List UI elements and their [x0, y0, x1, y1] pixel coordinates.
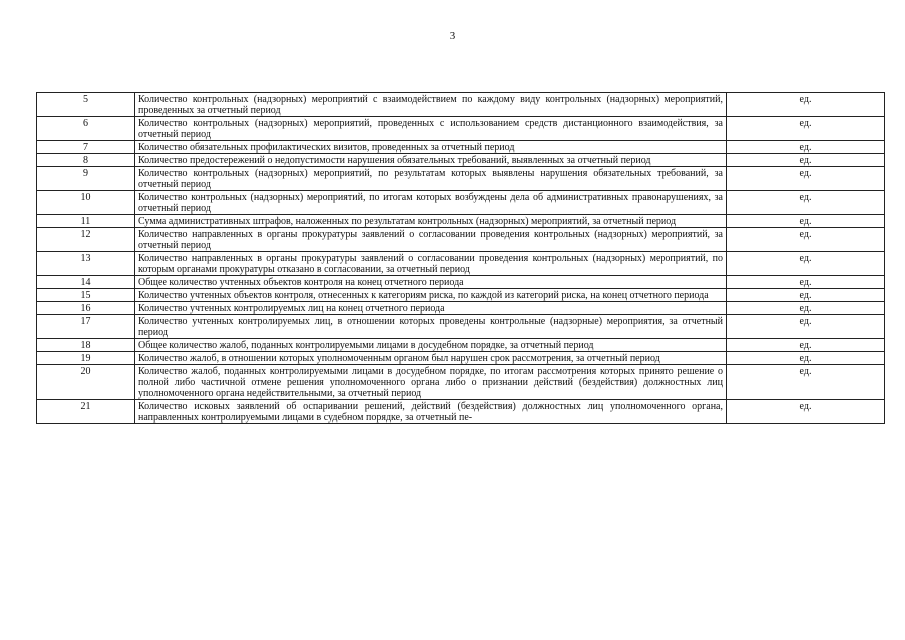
unit-cell: ед.	[727, 154, 885, 167]
table-row	[37, 339, 885, 352]
table-row	[37, 252, 885, 276]
unit-cell: ед.	[727, 228, 885, 252]
table-row	[37, 154, 885, 167]
indicator-text: Количество жалоб, поданных контролируемыми лицами в досудебном порядке, по итогам рассмотрения которых принято решение о полной либо частичной отмене решения уполномоченного органа либо о признании действий (бездействия) должностных лиц уполномоченного органа недействительными, за отчетный период	[135, 365, 727, 400]
row-number: 6	[37, 117, 135, 141]
indicator-text: Количество контрольных (надзорных) мероприятий с взаимодействием по каждому виду контрольных (надзорных) мероприятий, проведенных за отчетный период	[135, 93, 727, 117]
table-row	[37, 215, 885, 228]
indicator-text: Количество обязательных профилактических визитов, проведенных за отчетный период	[135, 141, 727, 154]
row-number: 9	[37, 167, 135, 191]
indicator-text: Количество учтенных контролируемых лиц на конец отчетного периода	[135, 302, 727, 315]
unit-cell: ед.	[727, 167, 885, 191]
row-number: 12	[37, 228, 135, 252]
unit-cell: ед.	[727, 191, 885, 215]
table-row	[37, 352, 885, 365]
row-number: 17	[37, 315, 135, 339]
indicator-text: Количество исковых заявлений об оспаривании решений, действий (бездействия) должностных лиц уполномоченного органа, направленных контролируемыми лицами в судебном порядке, за отчетный пе-	[135, 400, 727, 424]
unit-cell: ед.	[727, 339, 885, 352]
table-row	[37, 315, 885, 339]
indicator-text: Количество контрольных (надзорных) мероприятий, по итогам которых возбуждены дела об административных правонарушениях, за отчетный период	[135, 191, 727, 215]
table-row	[37, 93, 885, 117]
unit-cell: ед.	[727, 93, 885, 117]
row-number: 16	[37, 302, 135, 315]
table-row	[37, 289, 885, 302]
row-number: 10	[37, 191, 135, 215]
indicator-text: Количество контрольных (надзорных) мероприятий, по результатам которых выявлены нарушения обязательных требований, за отчетный период	[135, 167, 727, 191]
table-row	[37, 276, 885, 289]
row-number: 18	[37, 339, 135, 352]
table-row	[37, 365, 885, 400]
row-number: 20	[37, 365, 135, 400]
unit-cell: ед.	[727, 117, 885, 141]
table-row	[37, 302, 885, 315]
table-row	[37, 167, 885, 191]
indicator-text: Общее количество учтенных объектов контроля на конец отчетного периода	[135, 276, 727, 289]
unit-cell: ед.	[727, 315, 885, 339]
indicator-text: Количество направленных в органы прокуратуры заявлений о согласовании проведения контрольных (надзорных) мероприятий, по которым органами прокуратуры отказано в согласовании, за отчетный период	[135, 252, 727, 276]
indicators-table	[36, 92, 885, 424]
indicator-text: Общее количество жалоб, поданных контролируемыми лицами в досудебном порядке, за отчетный период	[135, 339, 727, 352]
table-row	[37, 117, 885, 141]
unit-cell: ед.	[727, 400, 885, 424]
indicator-text: Количество направленных в органы прокуратуры заявлений о согласовании проведения контрольных (надзорных) мероприятий, за отчетный период	[135, 228, 727, 252]
row-number: 19	[37, 352, 135, 365]
row-number: 13	[37, 252, 135, 276]
row-number: 8	[37, 154, 135, 167]
row-number: 7	[37, 141, 135, 154]
page-number: 3	[449, 30, 456, 42]
unit-cell: ед.	[727, 252, 885, 276]
unit-cell: ед.	[727, 141, 885, 154]
table-row	[37, 400, 885, 424]
table-row	[37, 228, 885, 252]
unit-cell: ед.	[727, 276, 885, 289]
unit-cell: ед.	[727, 302, 885, 315]
indicator-text: Количество учтенных объектов контроля, отнесенных к категориям риска, по каждой из категорий риска, на конец отчетного периода	[135, 289, 727, 302]
unit-cell: ед.	[727, 365, 885, 400]
row-number: 15	[37, 289, 135, 302]
row-number: 11	[37, 215, 135, 228]
unit-cell: ед.	[727, 215, 885, 228]
table-row	[37, 141, 885, 154]
row-number: 5	[37, 93, 135, 117]
unit-cell: ед.	[727, 352, 885, 365]
row-number: 21	[37, 400, 135, 424]
indicator-text: Количество предостережений о недопустимости нарушения обязательных требований, выявленных за отчетный период	[135, 154, 727, 167]
unit-cell: ед.	[727, 289, 885, 302]
indicator-text: Сумма административных штрафов, наложенных по результатам контрольных (надзорных) мероприятий, за отчетный период	[135, 215, 727, 228]
indicator-text: Количество контрольных (надзорных) мероприятий, проведенных с использованием средств дистанционного взаимодействия, за отчетный период	[135, 117, 727, 141]
indicator-text: Количество жалоб, в отношении которых уполномоченным органом был нарушен срок рассмотрения, за отчетный период	[135, 352, 727, 365]
indicator-text: Количество учтенных контролируемых лиц, в отношении которых проведены контрольные (надзорные) мероприятия, за отчетный период	[135, 315, 727, 339]
row-number: 14	[37, 276, 135, 289]
table-row	[37, 191, 885, 215]
